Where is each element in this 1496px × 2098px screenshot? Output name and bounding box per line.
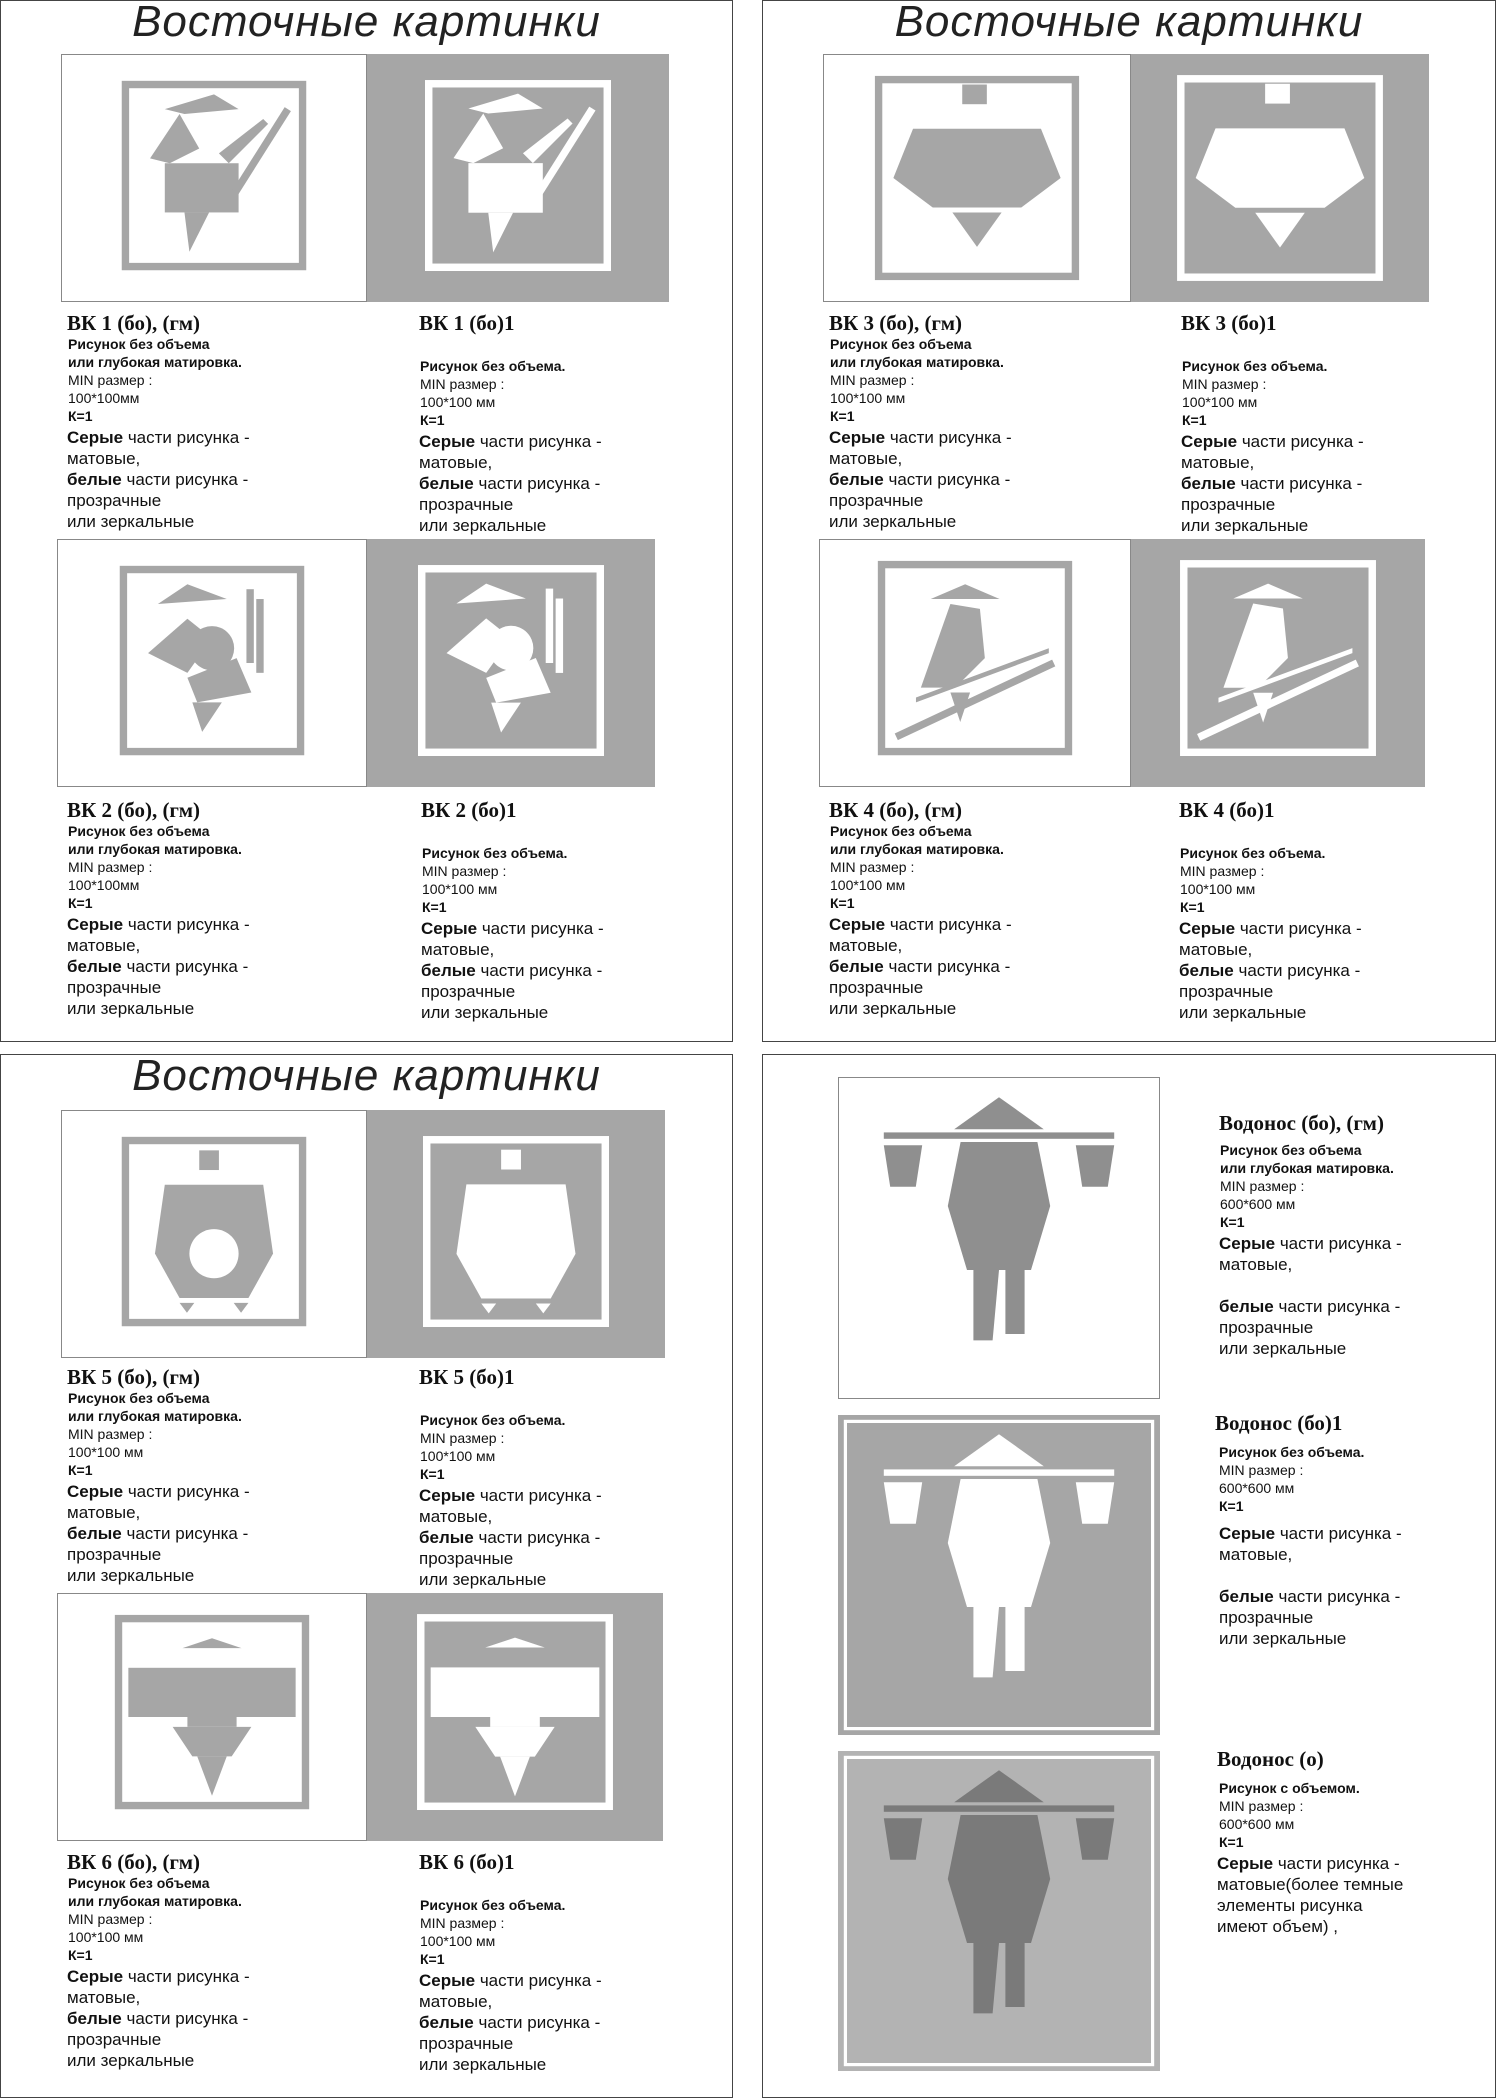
item-title: ВК 6 (бо), (гм): [67, 1850, 200, 1874]
samurai-2-image: [367, 539, 655, 787]
notes: Серые части рисунка - матовые, белые части рисунка - прозрачные или зеркальные: [829, 428, 1012, 531]
tile-vk4-matte: [819, 539, 1131, 787]
min-label: MIN размер :: [420, 1915, 505, 1931]
notes: Серые части рисунка - матовые, белые части рисунка - прозрачные или зеркальные: [421, 919, 604, 1022]
item-size: 100*100мм: [68, 390, 140, 406]
item-size: 600*600 мм: [1219, 1480, 1295, 1496]
tile-vk5-matte: [61, 1110, 367, 1358]
coef: К=1: [1220, 1214, 1245, 1230]
coef: К=1: [420, 412, 445, 428]
min-label: MIN размер :: [830, 859, 915, 875]
water-carrier-image: [839, 1078, 1159, 1398]
item-title: ВК 4 (бо), (гм): [829, 798, 962, 822]
item-size: 100*100 мм: [1182, 394, 1258, 410]
item-type: Рисунок без объема или глубокая матировка.: [1220, 1142, 1394, 1176]
caption-vk5-matte: [67, 1365, 367, 1586]
panel-title: Восточные картинки: [132, 0, 601, 46]
notes: Серые части рисунка - матовые, белые части рисунка - прозрачные или зеркальные: [67, 428, 250, 531]
item-title: ВК 3 (бо)1: [1181, 311, 1277, 335]
panel-top-right: [762, 0, 1496, 1042]
coef: К=1: [420, 1466, 445, 1482]
notes: Серые части рисунка - матовые(более темные элементы рисунка имеют объем) ,: [1217, 1854, 1404, 1936]
item-title: Водонос (о): [1217, 1747, 1324, 1771]
item-size: 100*100 мм: [420, 394, 496, 410]
notes: Серые части рисунка - матовые, белые части рисунка - прозрачные или зеркальные: [1219, 1524, 1402, 1648]
tile-vk1-matte: [61, 54, 367, 302]
item-title: ВК 5 (бо), (гм): [67, 1365, 200, 1389]
coef: К=1: [420, 1951, 445, 1967]
item-title: ВК 5 (бо)1: [419, 1365, 515, 1389]
tile-vk3-matte: [823, 54, 1131, 302]
samurai-6-image: [367, 1593, 663, 1841]
min-label: MIN размер :: [68, 859, 153, 875]
caption-vk5-clear: [419, 1365, 719, 1590]
notes: Серые части рисунка - матовые, белые части рисунка - прозрачные или зеркальные: [1181, 432, 1364, 535]
water-carrier-image: [838, 1415, 1160, 1735]
item-size: 600*600 мм: [1220, 1196, 1296, 1212]
item-title: ВК 6 (бо)1: [419, 1850, 515, 1874]
coef: К=1: [1219, 1498, 1244, 1514]
samurai-6-image: [58, 1594, 366, 1840]
caption-water-matte: [1219, 1111, 1496, 1359]
tile-vk5-clear: [367, 1110, 665, 1358]
tile-vk6-matte: [57, 1593, 367, 1841]
notes: Серые части рисунка - матовые, белые части рисунка - прозрачные или зеркальные: [67, 1482, 250, 1585]
tile-vk1-clear: [367, 54, 669, 302]
coef: К=1: [830, 895, 855, 911]
min-label: MIN размер :: [1219, 1798, 1304, 1814]
panel-title: Восточные картинки: [894, 0, 1364, 46]
item-type: Рисунок с объемом.: [1219, 1780, 1360, 1796]
item-type: Рисунок без объема или глубокая матировка.: [68, 823, 242, 857]
min-label: MIN размер :: [420, 1430, 505, 1446]
coef: К=1: [68, 895, 93, 911]
item-type: Рисунок без объема.: [422, 845, 568, 861]
caption-vk4-matte: [829, 798, 1129, 1019]
item-type: Рисунок без объема или глубокая матировка.: [68, 1390, 242, 1424]
caption-vk6-clear: [419, 1850, 719, 2075]
caption-water-clear: [1215, 1411, 1496, 1649]
min-label: MIN размер :: [1182, 376, 1267, 392]
coef: К=1: [68, 1947, 93, 1963]
item-type: Рисунок без объема.: [1219, 1444, 1365, 1460]
item-size: 100*100 мм: [68, 1929, 144, 1945]
tile-water-clear: [838, 1415, 1160, 1735]
caption-vk1-clear: [419, 311, 719, 536]
coef: К=1: [1180, 899, 1205, 915]
item-title: ВК 4 (бо)1: [1179, 798, 1275, 822]
item-title: Водонос (бо), (гм): [1219, 1111, 1384, 1135]
item-size: 100*100 мм: [830, 390, 906, 406]
panel-title: Восточные картинки: [132, 1051, 601, 1100]
min-label: MIN размер :: [1219, 1462, 1304, 1478]
min-label: MIN размер :: [68, 1911, 153, 1927]
coef: К=1: [422, 899, 447, 915]
tile-water-matte: [838, 1077, 1160, 1399]
item-title: ВК 1 (бо), (гм): [67, 311, 200, 335]
notes: Серые части рисунка - матовые, белые части рисунка - прозрачные или зеркальные: [419, 1971, 602, 2074]
item-title: ВК 2 (бо)1: [421, 798, 517, 822]
water-carrier-image: [838, 1751, 1160, 2071]
caption-water-volume: [1217, 1747, 1496, 1937]
min-label: MIN размер :: [1180, 863, 1265, 879]
caption-vk4-clear: [1179, 798, 1479, 1023]
min-label: MIN размер :: [1220, 1178, 1305, 1194]
tile-vk2-clear: [367, 539, 655, 787]
panel-bottom-right: [762, 1054, 1496, 2098]
samurai-3-image: [1131, 54, 1429, 302]
notes: Серые части рисунка - матовые, белые части рисунка - прозрачные или зеркальные: [419, 432, 602, 535]
samurai-3-image: [824, 55, 1130, 301]
item-title: ВК 3 (бо), (гм): [829, 311, 962, 335]
coef: К=1: [68, 408, 93, 424]
item-size: 100*100 мм: [1180, 881, 1256, 897]
item-title: Водонос (бо)1: [1215, 1411, 1343, 1435]
caption-vk2-matte: [67, 798, 367, 1019]
min-label: MIN размер :: [830, 372, 915, 388]
min-label: MIN размер :: [420, 376, 505, 392]
item-size: 100*100 мм: [420, 1448, 496, 1464]
item-type: Рисунок без объема.: [420, 1897, 566, 1913]
tile-vk2-matte: [57, 539, 367, 787]
caption-vk2-clear: [421, 798, 721, 1023]
item-size: 100*100 мм: [422, 881, 498, 897]
samurai-5-image: [367, 1110, 665, 1358]
samurai-2-image: [58, 540, 366, 786]
item-type: Рисунок без объема.: [1180, 845, 1326, 861]
item-type: Рисунок без объема или глубокая матировка.: [68, 336, 242, 370]
notes: Серые части рисунка - матовые, белые части рисунка - прозрачные или зеркальные: [1219, 1234, 1402, 1358]
coef: К=1: [1182, 412, 1207, 428]
min-label: MIN размер :: [68, 1426, 153, 1442]
caption-vk6-matte: [67, 1850, 367, 2071]
item-type: Рисунок без объема.: [1182, 358, 1328, 374]
item-size: 100*100 мм: [420, 1933, 496, 1949]
notes: Серые части рисунка - матовые, белые части рисунка - прозрачные или зеркальные: [67, 1967, 250, 2070]
item-type: Рисунок без объема или глубокая матировка.: [830, 823, 1004, 857]
item-size: 100*100 мм: [68, 1444, 144, 1460]
samurai-5-image: [62, 1111, 366, 1357]
panel-bottom-left: [0, 1051, 733, 2098]
caption-vk1-matte: [67, 311, 367, 532]
samurai-4-image: [820, 540, 1130, 786]
samurai-1-image: [367, 54, 669, 302]
notes: Серые части рисунка - матовые, белые части рисунка - прозрачные или зеркальные: [829, 915, 1012, 1018]
item-title: ВК 2 (бо), (гм): [67, 798, 200, 822]
item-size: 100*100 мм: [830, 877, 906, 893]
panel-top-left: [0, 0, 733, 1042]
item-type: Рисунок без объема.: [420, 358, 566, 374]
coef: К=1: [68, 1462, 93, 1478]
min-label: MIN размер :: [422, 863, 507, 879]
samurai-1-image: [62, 55, 366, 301]
notes: Серые части рисунка - матовые, белые части рисунка - прозрачные или зеркальные: [419, 1486, 602, 1589]
item-size: 600*600 мм: [1219, 1816, 1295, 1832]
item-size: 100*100мм: [68, 877, 140, 893]
coef: К=1: [1219, 1834, 1244, 1850]
caption-vk3-clear: [1181, 311, 1481, 536]
notes: Серые части рисунка - матовые, белые части рисунка - прозрачные или зеркальные: [1179, 919, 1362, 1022]
min-label: MIN размер :: [68, 372, 153, 388]
tile-vk6-clear: [367, 1593, 663, 1841]
tile-vk4-clear: [1131, 539, 1425, 787]
item-type: Рисунок без объема или глубокая матировка.: [68, 1875, 242, 1909]
tile-vk3-clear: [1131, 54, 1429, 302]
tile-water-volume: [838, 1751, 1160, 2071]
coef: К=1: [830, 408, 855, 424]
samurai-4-image: [1131, 539, 1425, 787]
item-type: Рисунок без объема.: [420, 1412, 566, 1428]
notes: Серые части рисунка - матовые, белые части рисунка - прозрачные или зеркальные: [67, 915, 250, 1018]
caption-vk3-matte: [829, 311, 1129, 532]
item-type: Рисунок без объема или глубокая матировка.: [830, 336, 1004, 370]
item-title: ВК 1 (бо)1: [419, 311, 515, 335]
